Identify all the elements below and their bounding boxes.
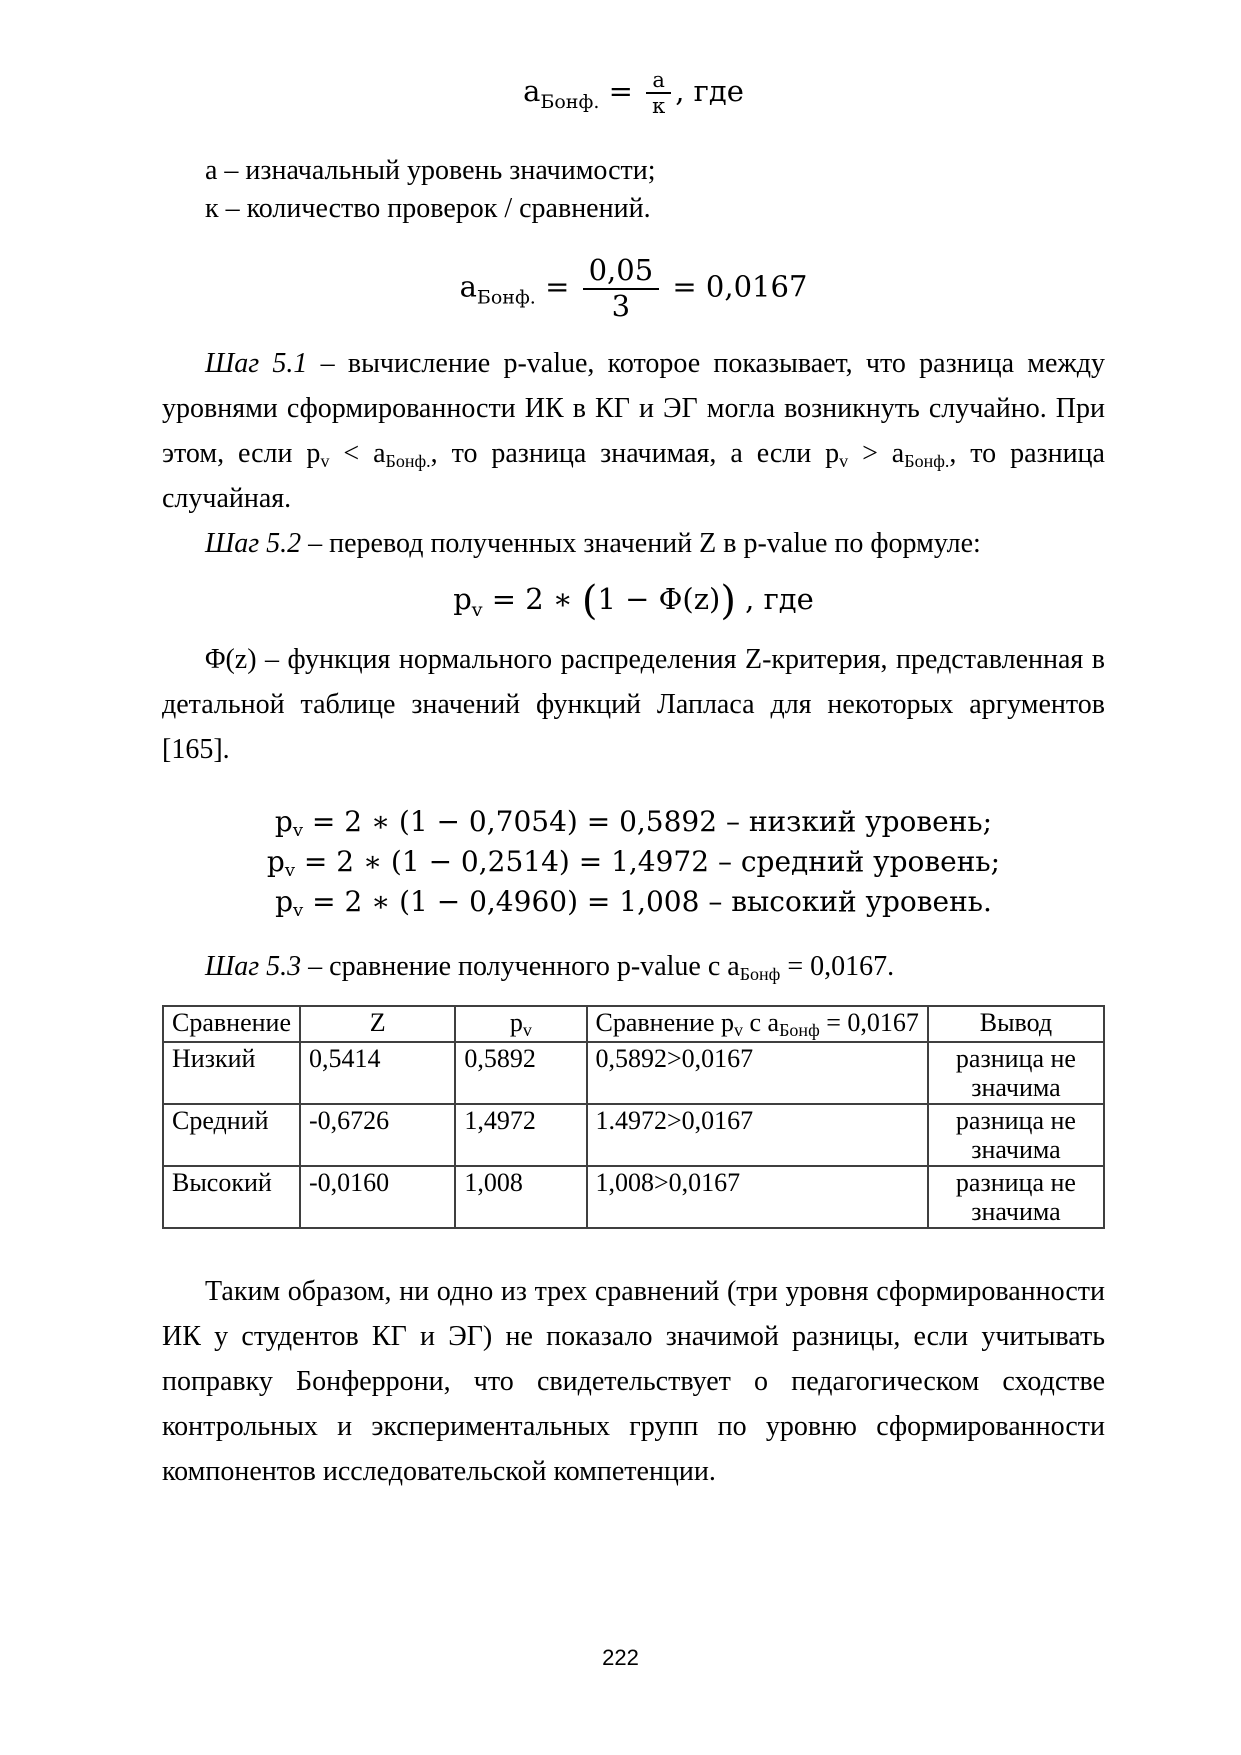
formula-variable: p [275, 884, 294, 918]
formula-subscript: v [471, 598, 483, 621]
paragraph-text: = 0,0167. [780, 950, 895, 982]
equals-sign: = [608, 74, 633, 109]
inline-subscript: Бонф [739, 963, 781, 984]
formula-variable: a [523, 74, 541, 109]
cell-verdict: разница не значима [928, 1166, 1104, 1228]
formula-result: = 0,0167 [672, 269, 808, 304]
formula-bonferroni-definition [162, 68, 1105, 118]
cell-level: Высокий [163, 1166, 300, 1228]
column-header-conclusion: Вывод [928, 1006, 1104, 1042]
equals-sign: = [545, 269, 570, 304]
inline-subscript: v [839, 450, 849, 471]
inline-subscript: v [292, 819, 303, 841]
fraction-numerator: а [652, 68, 665, 92]
paragraph-text: – сравнение полученного p-value с а [301, 950, 740, 982]
pv-example-equations [162, 802, 1105, 922]
paragraph-text: Таким образом, ни одно из трех сравнений (три уровня сформированности ИК у студентов КГ и ЭГ) не показало значимой разницы, если учитывать поправку Бонферрони, что свидетельствует о педагогическом сходстве контрольных и экспериментальных групп по уровню сформированности компонентов исследовательской компетенции. [162, 1275, 1105, 1487]
cell-pv: 1,008 [455, 1166, 586, 1228]
formula-pvalue [162, 577, 1105, 624]
fraction-denominator: 3 [583, 288, 660, 323]
cell-verdict: разница не значима [928, 1104, 1104, 1166]
step-label: Шаг 5.3 [205, 950, 302, 982]
paragraph-text: < а [329, 437, 386, 469]
inline-subscript: v [284, 859, 296, 881]
header-text: с а [743, 1007, 780, 1037]
cell-comparison: 0,5892>0,0167 [587, 1042, 928, 1104]
paragraph-text: , то разница значимая, а если p [430, 437, 840, 469]
open-paren: ( [581, 577, 598, 624]
column-header-z: Z [300, 1006, 455, 1042]
formula-variable: p [509, 1007, 523, 1037]
comparison-table [162, 1005, 1105, 1229]
header-text: Сравнение p [595, 1007, 734, 1037]
paragraph-step-5-3 [162, 944, 1105, 989]
fraction-denominator: к [646, 92, 671, 118]
cell-level: Средний [163, 1104, 300, 1166]
column-header-pv [455, 1006, 586, 1042]
fraction [583, 254, 660, 323]
pv-equation-high [162, 882, 1105, 922]
step-label: Шаг 5.1 [205, 347, 308, 379]
paragraph-conclusion [162, 1269, 1105, 1494]
formula-variable: p [266, 844, 285, 878]
paragraph-text: , то разница случайная. [162, 437, 1105, 514]
fraction-numerator: 0,05 [588, 253, 654, 288]
equation-text: = 2 ∗ (1 − 0,7054) = 0,5892 – низкий уровень; [303, 804, 993, 838]
cell-verdict: разница не значима [928, 1042, 1104, 1104]
inline-subscript: Бонф. [904, 450, 950, 471]
inline-subscript: v [522, 1019, 532, 1040]
cell-z: 0,5414 [300, 1042, 455, 1104]
cell-level: Низкий [163, 1042, 300, 1104]
formula-variable: a [459, 269, 477, 304]
inline-subscript: Бонф [779, 1019, 820, 1040]
paragraph-text: > а [848, 437, 905, 469]
definition-line-a: а – изначальный уровень значимости; [205, 155, 656, 187]
column-header-cmp [587, 1006, 928, 1042]
pv-equation-mid [162, 842, 1105, 882]
cell-z: -0,0160 [300, 1166, 455, 1228]
column-header-comparison: Сравнение [163, 1006, 300, 1042]
paragraph-text: – перевод полученных значений Z в p-value по формуле: [301, 527, 981, 559]
formula-subscript: Бонф. [540, 91, 600, 114]
paragraph-text: Φ(z) – функция нормального распределения Z-критерия, представленная в детальной таблице значений функций Лапласа для некоторых аргументов [165]. [162, 643, 1105, 765]
table-row [163, 1166, 1104, 1228]
page-number: 222 [602, 1645, 639, 1670]
fraction [646, 68, 671, 118]
paragraph-phi-definition [162, 637, 1105, 772]
paragraph-step-5-1 [162, 341, 1105, 521]
formula-body: = 2 ∗ [482, 581, 582, 616]
formula-variable: p [453, 581, 472, 616]
cell-pv: 1,4972 [455, 1104, 586, 1166]
inline-subscript: v [293, 899, 304, 921]
paragraph-text: – вычисление p-value, которое показывает, что разница между уровнями сформированности ИК в КГ и ЭГ могла возникнуть случайно. При этом, если p [162, 347, 1105, 469]
definition-line-k: к – количество проверок / сравнений. [205, 193, 651, 225]
table-row [163, 1042, 1104, 1104]
cell-comparison: 1.4972>0,0167 [587, 1104, 928, 1166]
close-paren: ) [720, 577, 736, 624]
inline-subscript: v [734, 1019, 743, 1040]
cell-comparison: 1,008>0,0167 [587, 1166, 928, 1228]
inline-subscript: Бонф. [385, 450, 431, 471]
formula-subscript: Бонф. [476, 286, 536, 309]
header-text: = 0,0167 [819, 1007, 919, 1037]
cell-z: -0,6726 [300, 1104, 455, 1166]
formula-suffix: , где [675, 74, 744, 109]
formula-variable: p [274, 804, 293, 838]
variable-definitions [205, 152, 1105, 228]
cell-pv: 0,5892 [455, 1042, 586, 1104]
inline-subscript: v [320, 450, 330, 471]
equation-text: = 2 ∗ (1 − 0,2514) = 1,4972 – средний уровень; [295, 844, 1001, 878]
paragraph-step-5-2 [162, 521, 1105, 566]
table-header-row [163, 1006, 1104, 1042]
formula-suffix: , где [735, 581, 814, 616]
pv-equation-low [162, 802, 1105, 842]
table-row [163, 1104, 1104, 1166]
step-label: Шаг 5.2 [205, 527, 302, 559]
formula-bonferroni-calculation [162, 254, 1105, 323]
formula-inner: 1 − Φ(z) [597, 581, 721, 616]
equation-text: = 2 ∗ (1 − 0,4960) = 1,008 – высокий уровень. [303, 884, 992, 918]
